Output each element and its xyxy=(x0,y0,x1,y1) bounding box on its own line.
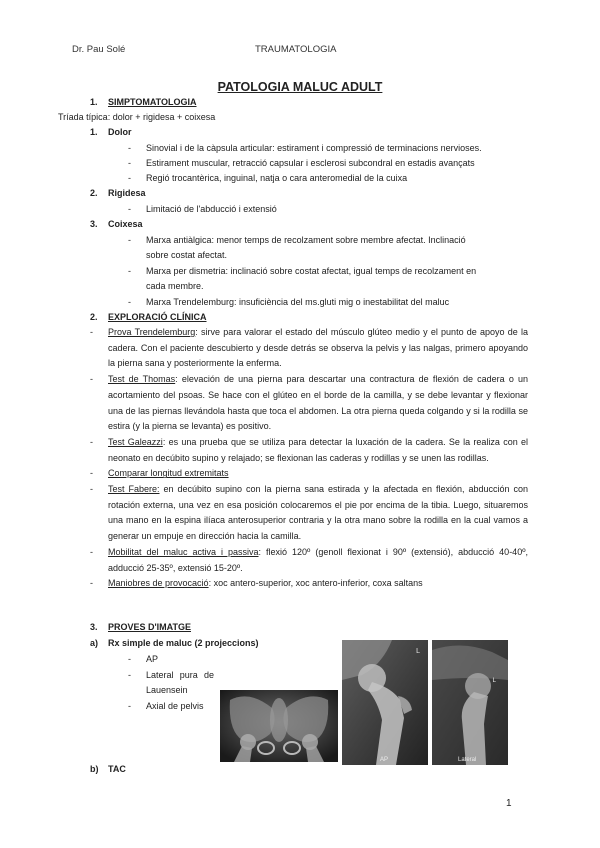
document-title: PATOLOGIA MALUC ADULT xyxy=(217,80,383,94)
hip-lateral-xray-drawing xyxy=(432,640,508,765)
coixesa-title: Coixesa xyxy=(108,219,143,229)
pelvis-xray-image xyxy=(220,690,338,762)
xray-label-lateral: Lateral xyxy=(458,757,477,763)
dolor-item: - Sinovial i de la càpsula articular: estirament i compressió de terminacions nervioses. xyxy=(128,143,482,153)
rx-item: - AP xyxy=(128,654,159,664)
dolor-heading xyxy=(90,125,132,140)
section-2-title: EXPLORACIÓ CLÍNICA xyxy=(108,312,207,322)
rx-heading xyxy=(90,636,259,651)
xray-lateral-side-marker: L xyxy=(492,678,496,684)
pelvis-xray-drawing xyxy=(220,690,338,762)
dolor-item: - Regió trocantèrica, inguinal, natja o cara anteromedial de la cuixa xyxy=(128,173,408,183)
exploration-item: - Test de Thomas: elevación de una pierna para descartar una contractura de flexión de cadera o un acortamiento del psoas. Se hace con el glúteo en el borde de la camilla, y se debe levantar y flexionar una de las piernas llevándola hasta que toca el abdomen. La otra pierna queda colgando y si la rodilla se estira (y la pierna se levanta) es positivo. xyxy=(90,374,528,432)
section-3-title: PROVES D'IMATGE xyxy=(108,622,191,632)
rx-title: Rx simple de maluc (2 projeccions) xyxy=(108,638,259,648)
coixesa-item: - Marxa antiàlgica: menor temps de recolzament sobre membre afectat. Inclinació xyxy=(128,235,466,245)
rx-item: - Axial de pelvis xyxy=(128,701,204,711)
section-2-number: 2. xyxy=(90,312,98,322)
section-2-heading xyxy=(90,310,207,325)
coixesa-item: - Marxa per dismetria: inclinació sobre costat afectat, igual temps de recolzament en xyxy=(128,266,477,276)
section-3-number: 3. xyxy=(90,622,98,632)
tac-letter: b) xyxy=(90,764,99,774)
dolor-number: 1. xyxy=(90,127,98,137)
exploration-item: - Test Fabere: en decúbito supino con la pierna sana estirada y la afectada en flexión, abducción con rotación externa, una vez en esa posición colocaremos el pie por encima de la tibia. Luego, situaremos una mano en la espina ilíaca anterosuperior contraria y la otra mano sobre la rodilla en la cual vamos a generar un empuje en dirección hacia la camilla. xyxy=(90,484,528,542)
hip-lateral-xray-image xyxy=(432,640,508,765)
section-1-heading xyxy=(90,95,197,110)
coixesa-item-continuation: sobre costat afectat. xyxy=(146,250,228,260)
section-1-title: SIMPTOMATOLOGIA xyxy=(108,97,197,107)
rigidesa-heading xyxy=(90,186,146,201)
rx-letter: a) xyxy=(90,638,99,648)
page-number: 1 xyxy=(506,798,512,809)
rigidesa-item: - Limitació de l'abducció i extensió xyxy=(128,204,277,214)
coixesa-item: - Marxa Trendelemburg: insuficiència del ms.gluti mig o inestabilitat del maluc xyxy=(128,297,450,307)
exploration-item: - Comparar longitud extremitats xyxy=(90,468,229,479)
exploration-item: - Test Galeazzi: es una prueba que se utiliza para detectar la luxación de la cadera. Se la realiza con el neonato en decúbito supino y relajado; se flexionan las caderas y rodillas y se unen las rodillas. xyxy=(90,436,528,463)
header-author: Dr. Pau Solé xyxy=(72,44,126,55)
coixesa-item-continuation: cada membre. xyxy=(146,281,204,291)
header-subject: TRAUMATOLOGIA xyxy=(255,44,337,55)
dolor-title: Dolor xyxy=(108,127,132,137)
section-1-number: 1. xyxy=(90,97,98,107)
exploration-item: - Maniobres de provocació: xoc antero-superior, xoc antero-inferior, coxa saltans xyxy=(90,578,423,589)
xray-label-ap: AP xyxy=(380,757,389,763)
exploration-list xyxy=(90,325,528,592)
dolor-item: - Estirament muscular, retracció capsular i esclerosi subcondral en estadis avançats xyxy=(128,158,475,168)
tac-heading xyxy=(90,762,126,777)
exploration-item: - Mobilitat del maluc activa i passiva: flexió 120º (genoll flexionat i 90º (extensió), abducció 40-40º, adducció 25-35º, extensió 15-20º. xyxy=(90,546,528,573)
rigidesa-number: 2. xyxy=(90,188,98,198)
coixesa-heading xyxy=(90,217,143,232)
hip-ap-xray-image xyxy=(342,640,428,765)
rx-item: - Lateral pura de Lauensein xyxy=(128,670,214,695)
exploration-item: - Prova Trendelemburg: sirve para valorar el estado del músculo glúteo medio y el punto de apoyo de la cadera. Con el paciente descubierto y desde detrás se observa la pelvis y las nalgas, primero apoyando la pierna sana y posteriormente la enferma. xyxy=(90,327,529,369)
coixesa-number: 3. xyxy=(90,219,98,229)
rigidesa-title: Rigidesa xyxy=(108,188,146,198)
section-3-heading xyxy=(90,620,191,635)
xray-side-marker: L xyxy=(416,648,420,655)
tac-title: TAC xyxy=(108,764,126,774)
hip-ap-xray-drawing xyxy=(342,640,428,765)
section-1-intro: Tríada típica: dolor + rigidesa + coixesa xyxy=(58,112,216,122)
